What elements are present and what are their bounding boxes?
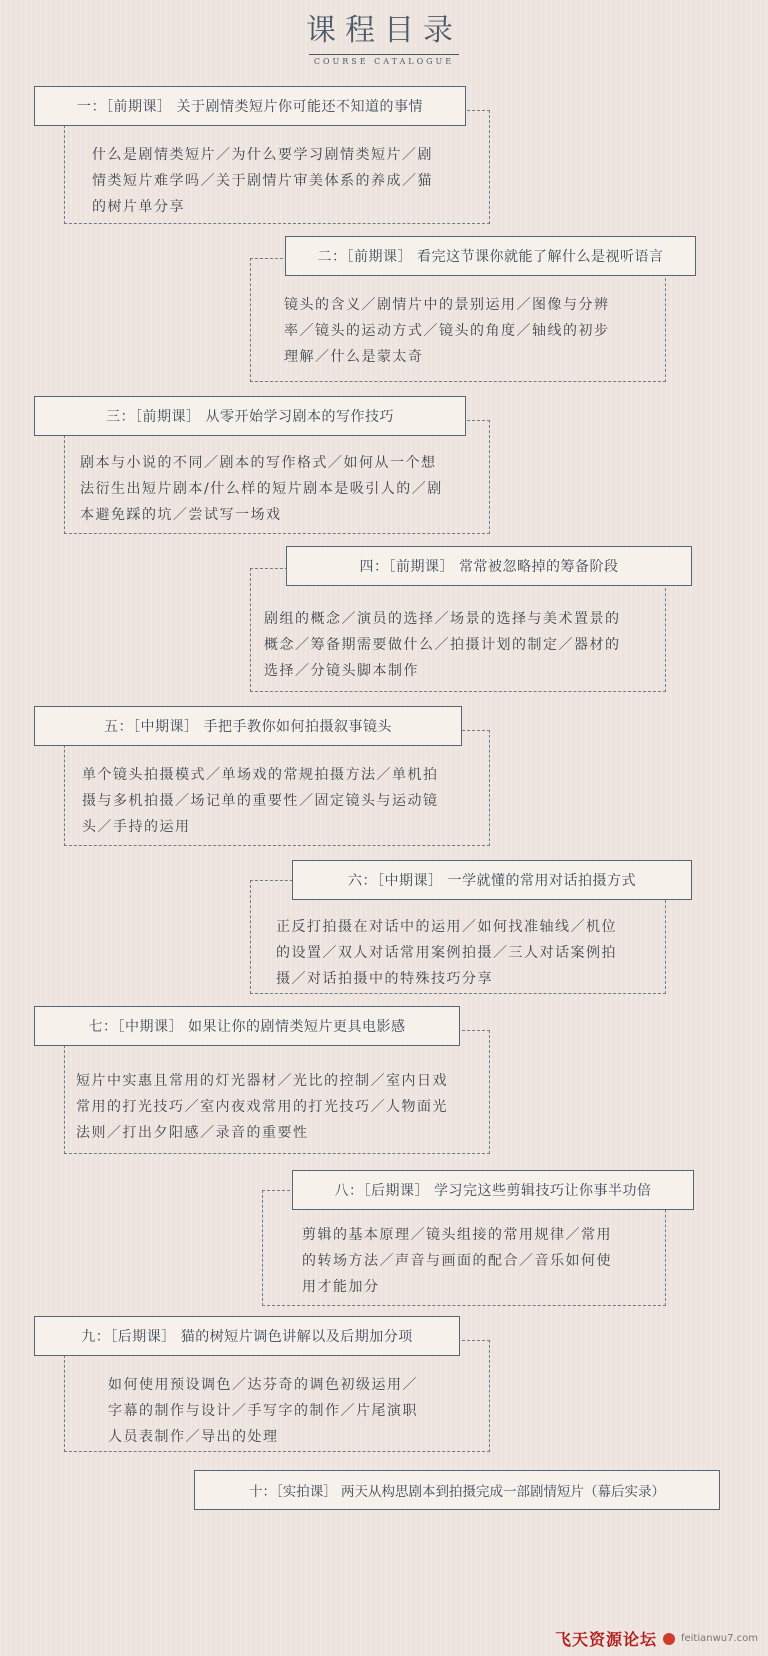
section-6-heading: 六：［中期课］ 一学就懂的常用对话拍摄方式	[292, 860, 692, 900]
section-2-line-2: 率／镜头的运动方式／镜头的角度／轴线的初步	[284, 323, 610, 339]
section-8-heading: 八：［后期课］ 学习完这些剪辑技巧让你事半功倍	[292, 1170, 694, 1210]
section-1-body	[92, 142, 433, 220]
section-2-line-1: 镜头的含义／剧情片中的景别运用／图像与分辨	[284, 297, 610, 313]
section-7-heading: 七：［中期课］ 如果让你的剧情类短片更具电影感	[34, 1006, 460, 1046]
section-5-line-3: 头／手持的运用	[82, 819, 191, 835]
section-6-line-2: 的设置／双人对话常用案例拍摄／三人对话案例拍	[276, 945, 617, 961]
section-2-body	[284, 292, 610, 370]
section-3-body	[80, 450, 443, 528]
section-9-line-2: 字幕的制作与设计／手写字的制作／片尾演职	[108, 1403, 418, 1419]
site-watermark	[555, 1627, 758, 1650]
section-2-line-3: 理解／什么是蒙太奇	[284, 349, 424, 365]
section-1-line-1: 什么是剧情类短片／为什么要学习剧情类短片／剧	[92, 147, 433, 163]
section-9-body	[108, 1372, 418, 1450]
section-5-line-1: 单个镜头拍摄模式／单场戏的常规拍摄方法／单机拍	[82, 767, 439, 783]
section-10-heading: 十：［实拍课］ 两天从构思剧本到拍摄完成一部剧情短片（幕后实录）	[194, 1470, 720, 1510]
section-3-line-3: 本避免踩的坑／尝试写一场戏	[80, 507, 282, 523]
watermark-logo-icon	[663, 1633, 675, 1645]
section-1-heading: 一：［前期课］ 关于剧情类短片你可能还不知道的事情	[34, 86, 466, 126]
section-5-heading: 五：［中期课］ 手把手教你如何拍摄叙事镜头	[34, 706, 462, 746]
section-8-line-1: 剪辑的基本原理／镜头组接的常用规律／常用	[302, 1227, 612, 1243]
section-6-line-3: 摄／对话拍摄中的特殊技巧分享	[276, 971, 493, 987]
section-9-line-1: 如何使用预设调色／达芬奇的调色初级运用／	[108, 1377, 418, 1393]
section-6-line-1: 正反打拍摄在对话中的运用／如何找准轴线／机位	[276, 919, 617, 935]
section-4-heading: 四：［前期课］ 常常被忽略掉的筹备阶段	[286, 546, 692, 586]
page-title: 课程目录	[306, 13, 462, 48]
section-8-body	[302, 1222, 612, 1300]
section-1-line-2: 情类短片难学吗／关于剧情片审美体系的养成／猫	[92, 173, 433, 189]
section-7-line-3: 法则／打出夕阳感／录音的重要性	[76, 1125, 309, 1141]
section-3-heading: 三：［前期课］ 从零开始学习剧本的写作技巧	[34, 396, 466, 436]
section-3-line-2: 法衍生出短片剧本/什么样的短片剧本是吸引人的／剧	[80, 481, 443, 497]
section-8-line-2: 的转场方法／声音与画面的配合／音乐如何使	[302, 1253, 612, 1269]
section-9-line-3: 人员表制作／导出的处理	[108, 1429, 279, 1445]
title-divider	[309, 54, 459, 55]
section-5-line-2: 摄与多机拍摄／场记单的重要性／固定镜头与运动镜	[82, 793, 439, 809]
section-9-heading: 九：［后期课］ 猫的树短片调色讲解以及后期加分项	[34, 1316, 460, 1356]
section-4-line-2: 概念／筹备期需要做什么／拍摄计划的制定／器材的	[264, 637, 621, 653]
section-7-line-2: 常用的打光技巧／室内夜戏常用的打光技巧／人物面光	[76, 1099, 448, 1115]
section-2-heading: 二：［前期课］ 看完这节课你就能了解什么是视听语言	[285, 236, 696, 276]
section-8-line-3: 用才能加分	[302, 1279, 380, 1295]
section-1-line-3: 的树片单分享	[92, 199, 185, 215]
section-7-body	[76, 1068, 448, 1146]
section-5-body	[82, 762, 439, 840]
section-4-line-1: 剧组的概念／演员的选择／场景的选择与美术置景的	[264, 611, 621, 627]
section-6-body	[276, 914, 617, 992]
catalogue-header	[0, 12, 768, 67]
watermark-site-name: 飞天资源论坛	[554, 1630, 657, 1649]
section-4-body	[264, 606, 621, 684]
watermark-url: feitianwu7.com	[680, 1633, 758, 1644]
section-3-line-1: 剧本与小说的不同／剧本的写作格式／如何从一个想	[80, 455, 437, 471]
section-7-line-1: 短片中实惠且常用的灯光器材／光比的控制／室内日戏	[76, 1073, 448, 1089]
section-4-line-3: 选择／分镜头脚本制作	[264, 663, 419, 679]
page-subtitle: COURSE CATALOGUE	[313, 57, 455, 66]
